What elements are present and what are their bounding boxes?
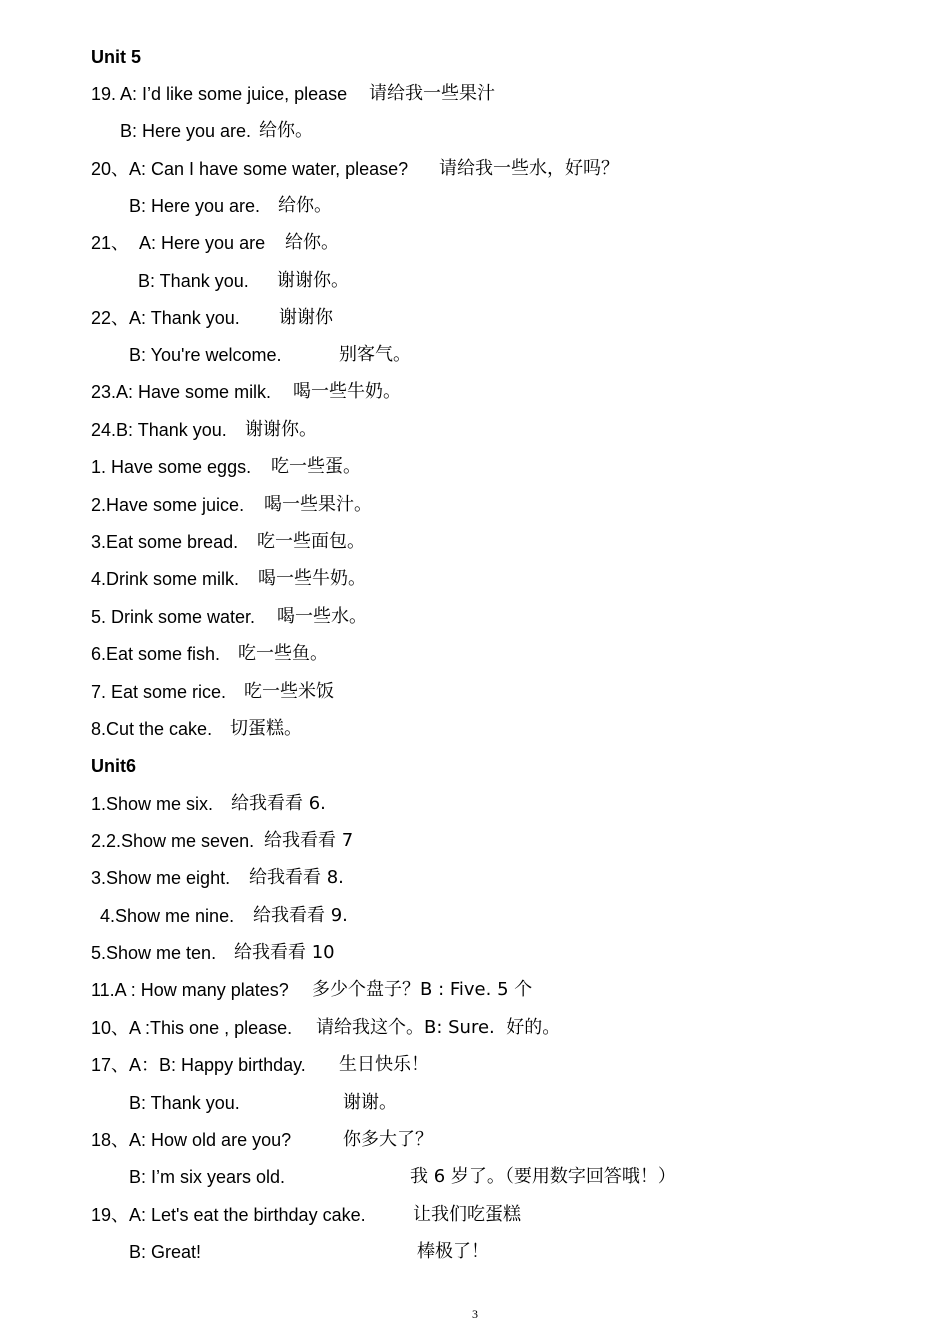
section-heading	[91, 46, 141, 68]
text-line	[129, 1166, 285, 1188]
chinese-translation: 多少个盘子？B : Five. 5 个	[312, 979, 533, 1000]
english-text: 3.Eat some bread.	[91, 532, 239, 552]
text-line	[91, 979, 289, 1001]
english-text: B: Thank you.	[138, 271, 249, 291]
english-text: Unit 5	[91, 47, 142, 67]
chinese-translation: 喝一些牛奶。	[258, 568, 366, 589]
english-text: B: I’m six years old.	[129, 1167, 286, 1187]
text-line	[91, 867, 230, 889]
chinese-translation: 给你。	[259, 120, 313, 141]
text-line	[91, 643, 220, 665]
english-text: 17、A：B: Happy birthday.	[91, 1055, 306, 1075]
text-line	[91, 531, 238, 553]
chinese-translation: 生日快乐！	[339, 1054, 429, 1075]
english-text: 2.Have some juice.	[91, 495, 245, 515]
english-text: 1. Have some eggs.	[91, 457, 252, 477]
english-text: B: Here you are.	[120, 121, 252, 141]
chinese-translation: 请给我这个。B: Sure. 好的。	[316, 1017, 561, 1038]
chinese-translation: 谢谢。	[343, 1092, 397, 1113]
chinese-translation: 吃一些鱼。	[238, 643, 328, 664]
text-line	[91, 568, 239, 590]
english-text: Unit6	[91, 756, 136, 776]
chinese-translation: 吃一些蛋。	[271, 456, 361, 477]
chinese-translation: 吃一些面包。	[257, 531, 365, 552]
text-line	[91, 307, 240, 329]
text-line	[100, 905, 234, 927]
english-text: 5. Drink some water.	[91, 607, 256, 627]
chinese-translation: 我 6 岁了。（要用数字回答哦！）	[410, 1166, 676, 1187]
text-line	[91, 419, 227, 441]
chinese-translation: 谢谢你。	[277, 270, 349, 291]
chinese-translation: 给我看看 8.	[249, 867, 344, 888]
chinese-translation: 别客气。	[339, 344, 411, 365]
english-text: 22、A: Thank you.	[91, 308, 240, 328]
text-line	[129, 1092, 240, 1114]
chinese-translation: 棒极了！	[417, 1241, 489, 1262]
text-line	[91, 942, 216, 964]
chinese-translation: 请给我一些水，好吗？	[439, 158, 619, 179]
chinese-translation: 给你。	[278, 195, 332, 216]
english-text: 24.B: Thank you.	[91, 420, 227, 440]
text-line	[91, 1129, 291, 1151]
chinese-translation: 给我看看 9.	[253, 905, 348, 926]
page-number: 3	[472, 1307, 478, 1321]
section-heading	[91, 755, 136, 777]
chinese-translation: 给我看看 7	[264, 830, 354, 851]
text-line	[91, 1054, 306, 1076]
english-text: 19. A: I’d like some juice, please	[91, 84, 348, 104]
chinese-translation: 给你。	[285, 232, 339, 253]
english-text: B: Great!	[129, 1242, 202, 1262]
english-text: 5.Show me ten.	[91, 943, 217, 963]
text-line	[91, 83, 347, 105]
english-text: 21、 A: Here you are	[91, 233, 266, 253]
chinese-translation: 喝一些水。	[277, 606, 367, 627]
chinese-translation: 给我看看 10	[234, 942, 335, 963]
text-line	[91, 830, 254, 852]
chinese-translation: 让我们吃蛋糕	[413, 1204, 521, 1225]
text-line	[91, 718, 212, 740]
text-line	[91, 494, 244, 516]
chinese-translation: 请给我一些果汁	[369, 83, 495, 104]
chinese-translation: 谢谢你	[279, 307, 333, 328]
chinese-translation: 谢谢你。	[245, 419, 317, 440]
english-text: 7. Eat some rice.	[91, 682, 227, 702]
english-text: B: You're welcome.	[129, 345, 282, 365]
text-line	[129, 344, 282, 366]
english-text: 10、A :This one , please.	[91, 1018, 293, 1038]
text-line	[91, 681, 226, 703]
english-text: 1.Show me six.	[91, 794, 214, 814]
text-line	[91, 793, 213, 815]
english-text: 11.A : How many plates?	[91, 980, 289, 1000]
text-line	[91, 1017, 292, 1039]
english-text: 19、A: Let's eat the birthday cake.	[91, 1205, 366, 1225]
chinese-translation: 喝一些果汁。	[264, 494, 372, 515]
text-line	[120, 120, 251, 142]
text-line	[91, 381, 271, 403]
chinese-translation: 给我看看 6.	[231, 793, 326, 814]
english-text: 6.Eat some fish.	[91, 644, 221, 664]
text-line	[91, 1204, 366, 1226]
text-line	[129, 195, 260, 217]
english-text: 23.A: Have some milk.	[91, 382, 272, 402]
text-line	[129, 1241, 201, 1263]
english-text: 3.Show me eight.	[91, 868, 231, 888]
english-text: 18、A: How old are you?	[91, 1130, 292, 1150]
english-text: 4.Show me nine.	[100, 906, 235, 926]
text-line	[91, 158, 408, 180]
english-text: 2.2.Show me seven.	[91, 831, 255, 851]
english-text: 8.Cut the cake.	[91, 719, 213, 739]
text-line	[91, 456, 251, 478]
text-line	[91, 606, 255, 628]
chinese-translation: 你多大了？	[343, 1129, 433, 1150]
chinese-translation: 吃一些米饭	[244, 681, 334, 702]
english-text: 20、A: Can I have some water, please?	[91, 159, 409, 179]
english-text: 4.Drink some milk.	[91, 569, 240, 589]
chinese-translation: 喝一些牛奶。	[293, 381, 401, 402]
text-line	[91, 232, 265, 254]
english-text: B: Thank you.	[129, 1093, 240, 1113]
text-line	[138, 270, 249, 292]
english-text: B: Here you are.	[129, 196, 261, 216]
chinese-translation: 切蛋糕。	[230, 718, 302, 739]
